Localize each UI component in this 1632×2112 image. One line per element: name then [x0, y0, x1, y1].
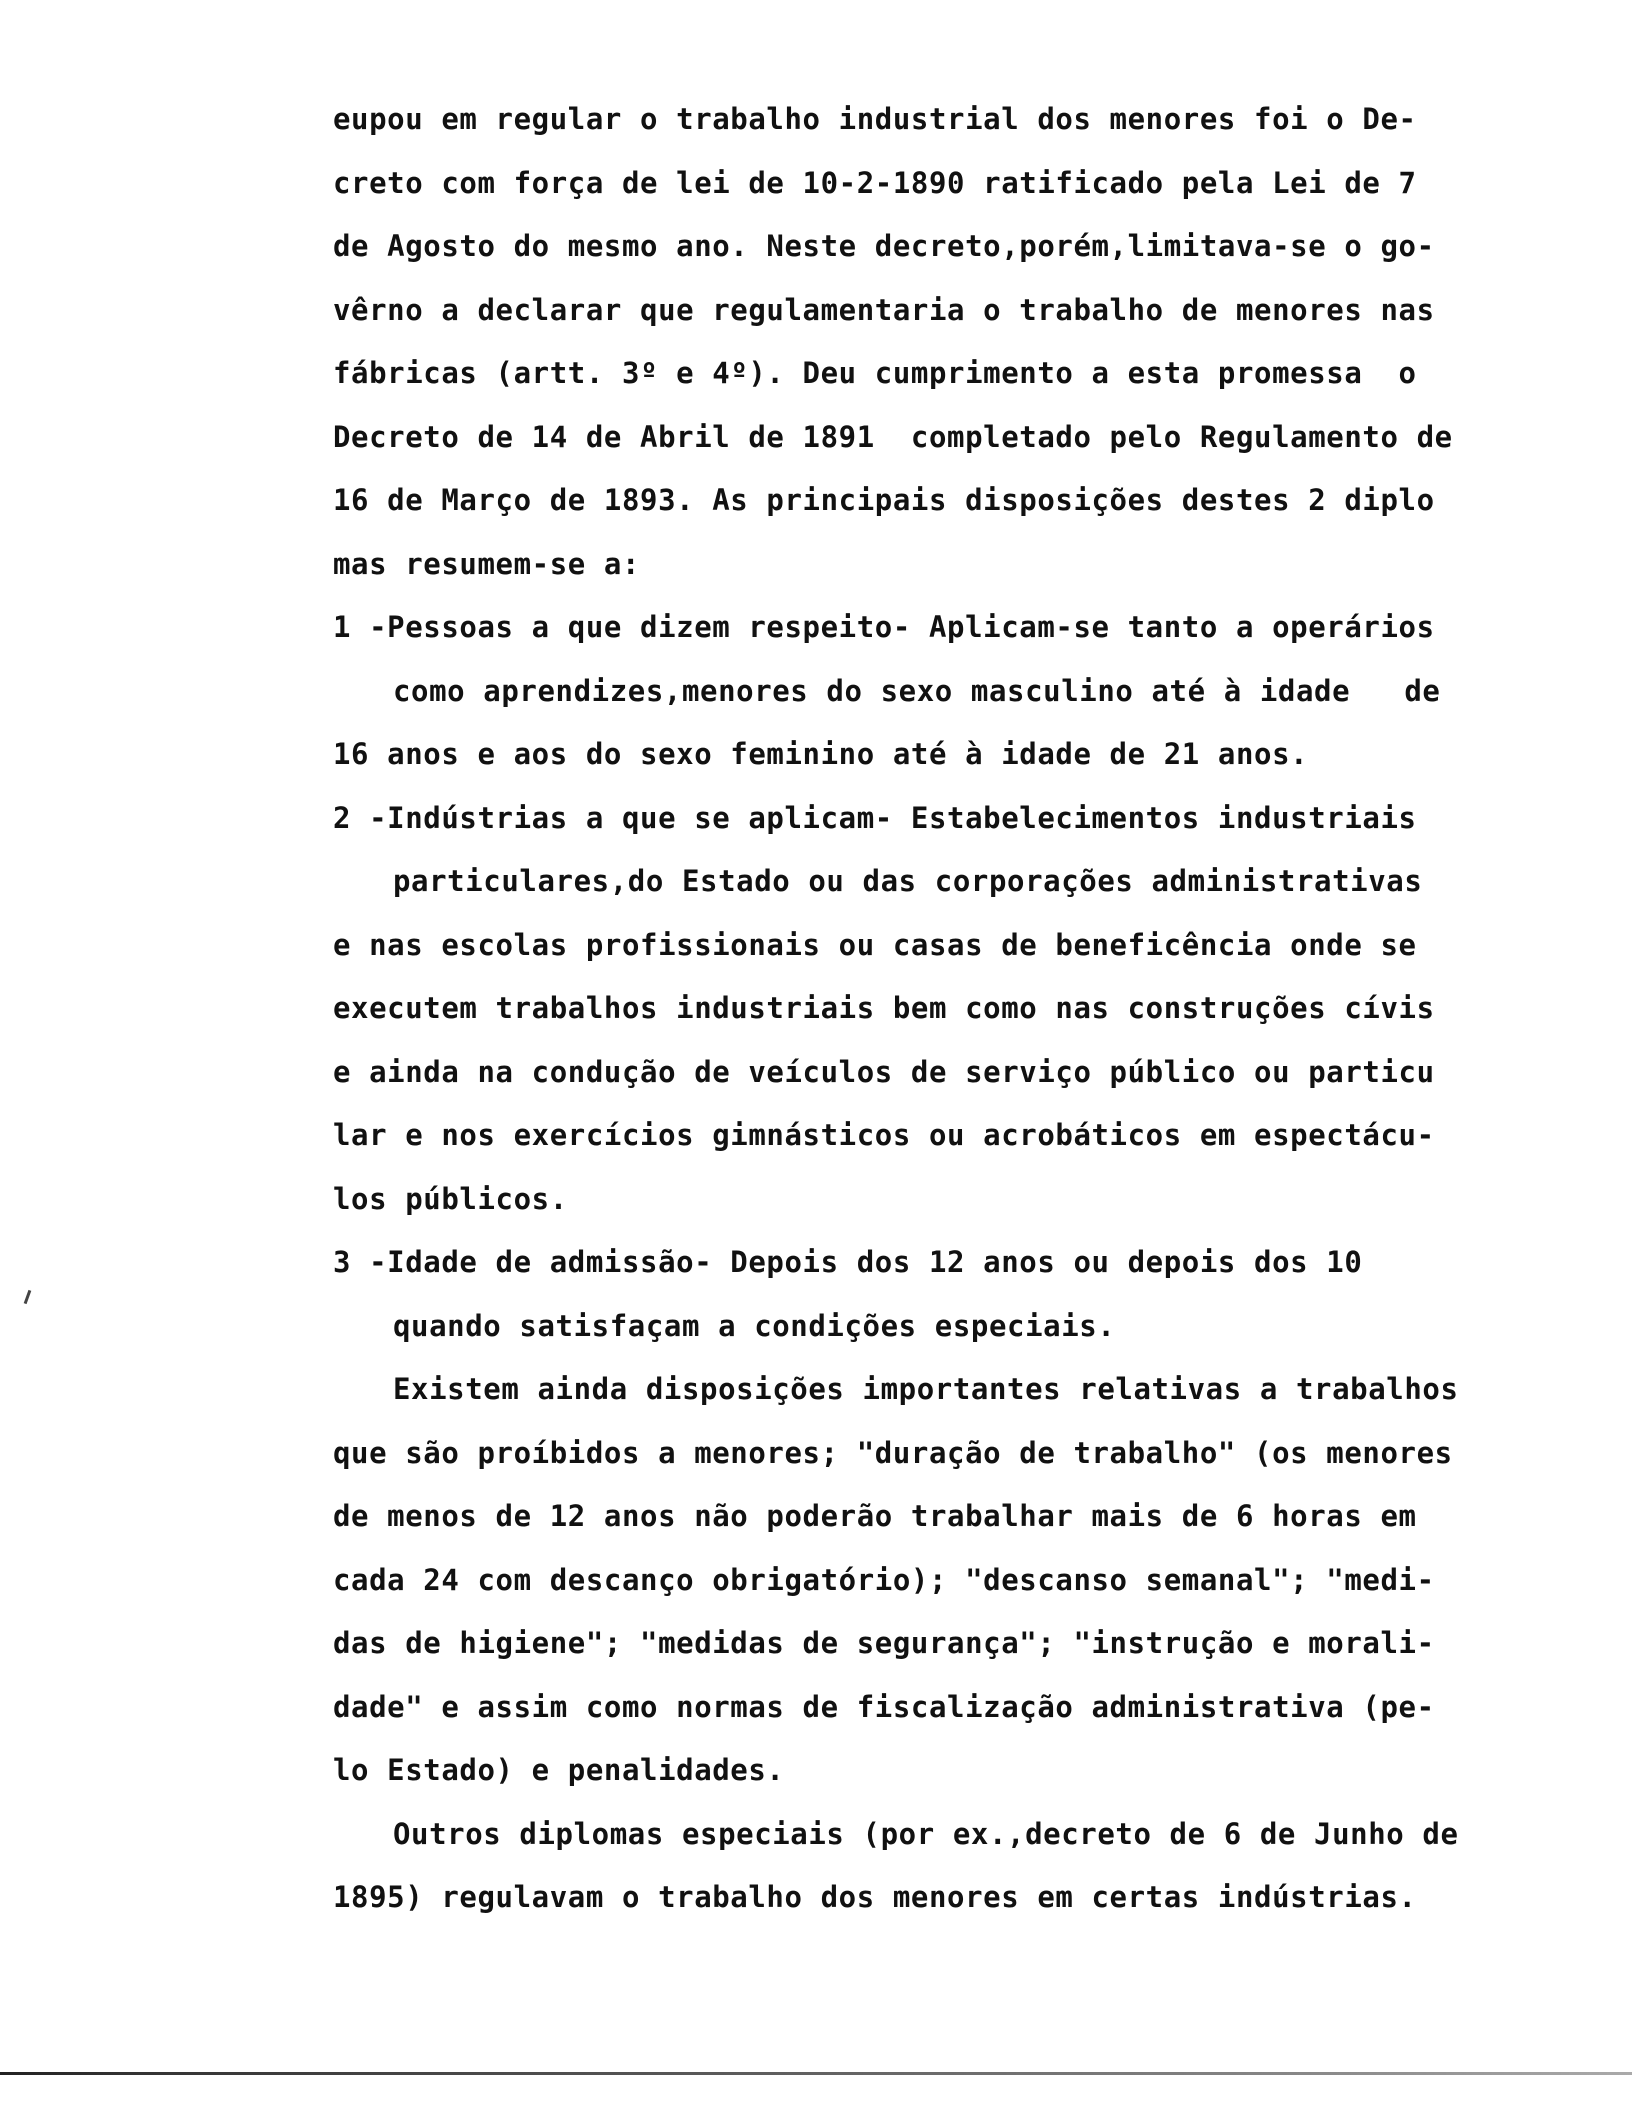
text-line: quando satisfaçam a condições especiais. — [393, 1308, 1116, 1343]
text-line: vêrno a declarar que regulamentaria o trabalho de menores nas — [333, 292, 1435, 327]
text-line: creto com força de lei de 10-2-1890 ratificado pela Lei de 7 — [333, 165, 1417, 200]
page-bottom-edge — [0, 2072, 1632, 2075]
text-line: que são proíbidos a menores; "duração de trabalho" (os menores — [333, 1435, 1453, 1470]
list-item-1-heading: 1 -Pessoas a que dizem respeito- Aplicam-se tanto a operários — [333, 610, 1435, 644]
list-item-3-heading: 3 -Idade de admissão- Depois dos 12 anos ou depois dos 10 — [333, 1245, 1363, 1279]
text-line: cada 24 com descanço obrigatório); "descanso semanal"; "medi- — [333, 1562, 1435, 1597]
text-line: de menos de 12 anos não poderão trabalhar mais de 6 horas em — [333, 1499, 1417, 1533]
paragraph-start: Existem ainda disposições importantes relativas a trabalhos — [393, 1372, 1459, 1406]
text-line: e ainda na condução de veículos de serviço público ou particu — [333, 1054, 1435, 1089]
text-line: particulares,do Estado ou das corporações administrativas — [393, 864, 1423, 898]
text-line: de Agosto do mesmo ano. Neste decreto,porém,limitava-se o go- — [333, 229, 1435, 263]
text-line: eupou em regular o trabalho industrial dos menores foi o De- — [333, 102, 1417, 136]
text-line: 1895) regulavam o trabalho dos menores em certas indústrias. — [333, 1880, 1417, 1914]
text-line: das de higiene"; "medidas de segurança"; "instrução e morali- — [333, 1626, 1435, 1660]
text-line: dade" e assim como normas de fiscalização administrativa (pe- — [333, 1689, 1435, 1724]
text-line: 16 anos e aos do sexo feminino até à idade de 21 anos. — [333, 737, 1309, 771]
text-line: los públicos. — [333, 1181, 568, 1216]
text-line: fábricas (artt. 3º e 4º). Deu cumprimento a esta promessa o — [333, 356, 1417, 390]
text-line: lo Estado) e penalidades. — [333, 1753, 785, 1787]
text-line: mas resumem-se a: — [333, 546, 641, 581]
text-line: executem trabalhos industriais bem como nas construções cívis — [333, 991, 1435, 1025]
text-line: Decreto de 14 de Abril de 1891 completado pelo Regulamento de — [333, 419, 1453, 454]
list-item-2-heading: 2 -Indústrias a que se aplicam- Estabelecimentos industriais — [333, 800, 1417, 835]
text-line: e nas escolas profissionais ou casas de beneficência onde se — [333, 927, 1417, 962]
typed-text-body — [333, 88, 1573, 1930]
margin-speck — [24, 1290, 32, 1304]
text-line: lar e nos exercícios gimnásticos ou acrobáticos em espectácu- — [333, 1118, 1435, 1152]
paragraph-start: Outros diplomas especiais (por ex.,decreto de 6 de Junho de — [393, 1816, 1459, 1851]
text-line: 16 de Março de 1893. As principais disposições destes 2 diplo — [333, 483, 1435, 517]
text-line: como aprendizes,menores do sexo masculino até à idade de — [393, 673, 1441, 708]
